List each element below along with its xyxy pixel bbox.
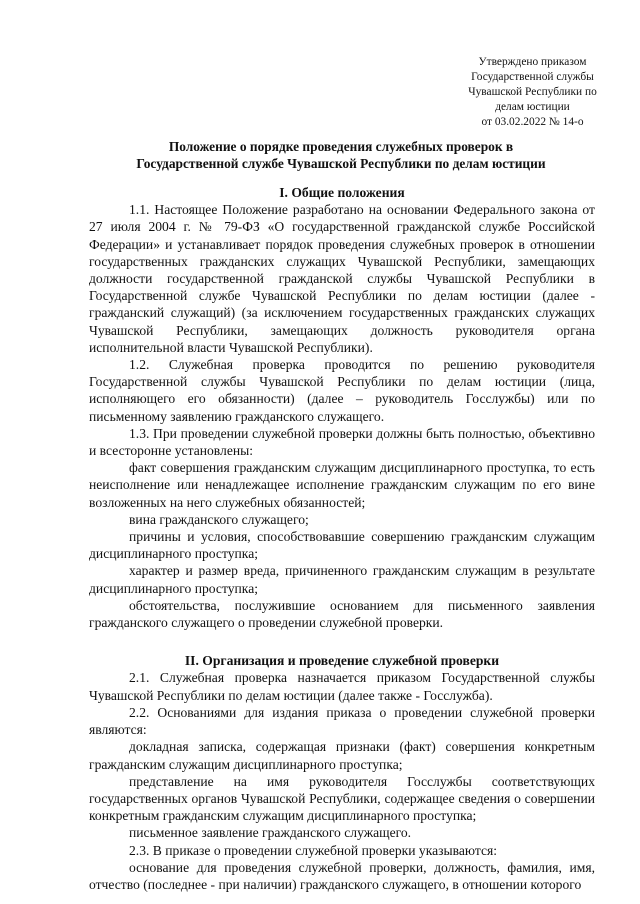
paragraph: обстоятельства, послужившие основанием для письменного заявления гражданского служащего о проведении служебной проверки.: [89, 597, 595, 631]
section-heading-1: I. Общие положения: [279, 185, 405, 200]
paragraph: 1.2. Служебная проверка проводится по решению руководителя Государственной службы Чувашской Республики по делам юстиции (лица, исполняющего его обязанности) (далее – руководитель Госслужбы) или по письменному заявлению гражданского служащего.: [89, 357, 595, 424]
approval-line: Чувашской Республики по: [468, 86, 597, 98]
section-heading-2: II. Организация и проведение служебной проверки: [184, 653, 500, 669]
paragraph: докладная записка, содержащая признаки (факт) совершения конкретным гражданским служащим дисциплинарного проступка;: [89, 739, 595, 772]
approval-stamp: [440, 55, 625, 130]
paragraph: 1.1. Настоящее Положение разработано на основании Федерального закона от 27 июля 2004 г. № 79-ФЗ «О государственной гражданской службе Российской Федерации» и устанавливает порядок проведения служебных проверок в отношении государственных гражданских служащих Чувашской Республики, замещающих должности государственной гражданской службы Чувашской Республики в Государственной службе Чувашской Республики по делам юстиции (далее - гражданский служащий) (за исключением государственных гражданских служащих Чувашской Республики, замещающих должность руководителя органа исполнительной власти Чувашской Республики).: [89, 202, 595, 355]
paragraph: 2.2. Основаниями для издания приказа о проведении служебной проверки являются:: [89, 704, 595, 738]
paragraph: 2.1. Служебная проверка назначается приказом Государственной службы Чувашской Республики по делам юстиции (далее также - Госслужба).: [89, 670, 595, 703]
approval-line: Утверждено приказом: [478, 56, 587, 68]
paragraph: 2.3. В приказе о проведении служебной проверки указываются:: [129, 842, 498, 858]
document-title: [80, 138, 602, 172]
paragraph: основание для проведения служебной проверки, должность, фамилия, имя, отчество (последнее - при наличии) гражданского служащего, в отношении которого: [89, 859, 595, 892]
paragraph: вина гражданского служащего;: [129, 511, 309, 527]
document-body: [89, 184, 595, 893]
section-gap: [89, 631, 595, 652]
paragraph: 1.3. При проведении служебной проверки должны быть полностью, объективно и всесторонне установлены:: [89, 425, 595, 459]
paragraph: причины и условия, способствовавшие совершению гражданским служащим дисциплинарного проступка;: [89, 529, 595, 562]
paragraph: характер и размер вреда, причиненного гражданским служащим в результате дисциплинарного проступка;: [89, 563, 595, 596]
paragraph: представление на имя руководителя Госслужбы соответствующих государственных органов Чувашской Республики, содержащее сведения о совершении конкретным гражданским служащим дисциплинарного проступка;: [89, 773, 595, 824]
approval-line: делам юстиции: [495, 101, 570, 113]
title-line: Государственной службе Чувашской Республики по делам юстиции: [136, 156, 546, 171]
approval-line: Государственной службы: [471, 71, 594, 83]
paragraph: письменное заявление гражданского служащего.: [129, 825, 412, 841]
approval-line: от 03.02.2022 № 14-о: [481, 116, 584, 128]
paragraph: факт совершения гражданским служащим дисциплинарного проступка, то есть неисполнение или ненадлежащее исполнение гражданским служащим по его вине возложенных на него служебных обязанностей;: [89, 460, 595, 510]
title-line: Положение о порядке проведения служебных проверок в: [168, 139, 514, 154]
